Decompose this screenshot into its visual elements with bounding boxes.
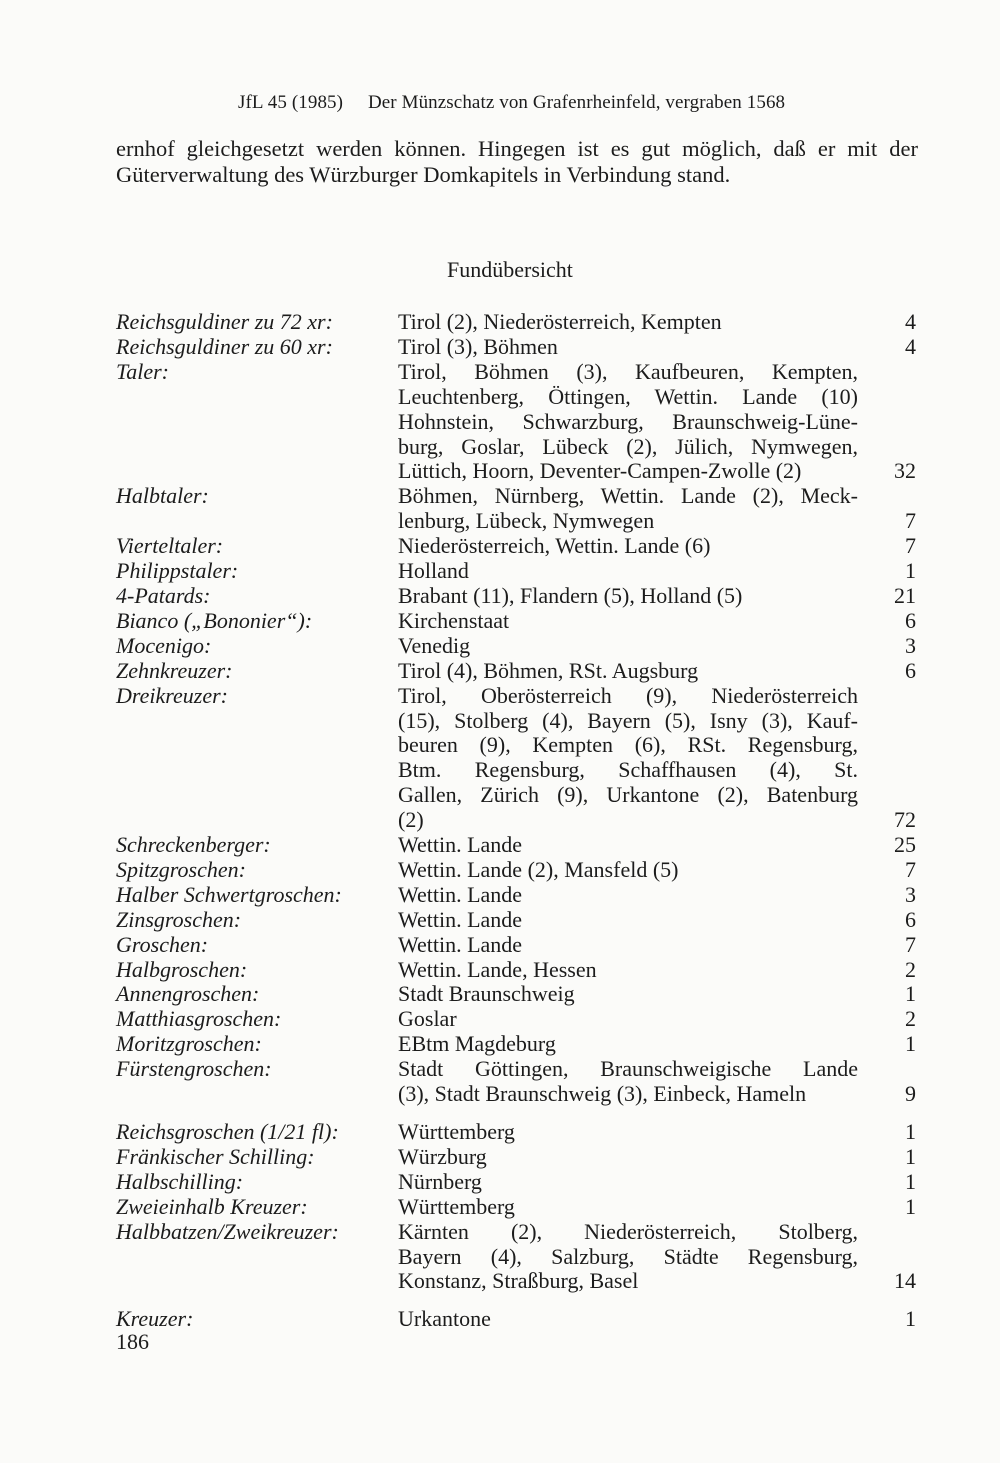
table-row	[116, 1007, 916, 1032]
denomination: Matthiasgroschen:	[116, 1006, 282, 1032]
denomination: Reichsguldiner zu 60 xr:	[116, 333, 333, 359]
coin-count: 1	[905, 1168, 916, 1194]
intro-line: Güterverwaltung des Würzburger Domkapitels in Verbindung stand.	[116, 162, 731, 187]
region-line: Böhmen, Nürnberg, Wettin. Lande (2), Meck-	[398, 483, 858, 509]
table-row	[116, 310, 916, 335]
region-line: Wettin. Lande	[398, 931, 523, 957]
regions	[398, 534, 858, 559]
table-row	[116, 1057, 916, 1107]
regions	[398, 1032, 858, 1057]
region-line: (15), Stolberg (4), Bayern (5), Isny (3), Kauf-	[398, 707, 858, 733]
table-row	[116, 534, 916, 559]
find-overview-table	[116, 310, 916, 1332]
coin-count: 1	[905, 558, 916, 584]
table-row	[116, 1195, 916, 1220]
region-line: Brabant (11), Flandern (5), Holland (5)	[398, 582, 743, 608]
region-line: Wettin. Lande	[398, 881, 523, 907]
coin-count: 6	[905, 607, 916, 633]
coin-count: 2	[905, 956, 916, 982]
regions	[398, 1057, 858, 1107]
region-line: Venedig	[398, 632, 471, 658]
table-row	[116, 908, 916, 933]
coin-count: 9	[905, 1081, 916, 1107]
coin-count: 3	[905, 632, 916, 658]
table-row	[116, 883, 916, 908]
intro-paragraph	[116, 136, 918, 188]
coin-count: 32	[894, 458, 916, 484]
denomination: Reichsguldiner zu 72 xr:	[116, 309, 333, 334]
regions	[398, 933, 858, 958]
regions	[398, 609, 858, 634]
coin-count: 3	[905, 881, 916, 907]
table-row	[116, 584, 916, 609]
region-line: Nürnberg	[398, 1168, 482, 1194]
denomination: Philippstaler:	[116, 558, 239, 584]
table-row	[116, 335, 916, 360]
regions	[398, 634, 858, 659]
table-row	[116, 1220, 916, 1295]
region-line: Gallen, Zürich (9), Urkantone (2), Batenburg	[398, 782, 858, 808]
table-row	[116, 982, 916, 1007]
coin-count: 1	[905, 1193, 916, 1219]
region-line: Würzburg	[398, 1143, 487, 1169]
section-title: Fundübersicht	[447, 257, 573, 282]
table-row	[116, 833, 916, 858]
region-line: Holland	[398, 558, 469, 584]
table-row	[116, 1170, 916, 1195]
regions	[398, 559, 858, 584]
denomination: Zinsgroschen:	[116, 906, 242, 932]
regions	[398, 1195, 858, 1220]
table-row	[116, 1032, 916, 1057]
region-line: lenburg, Lübeck, Nymwegen	[398, 508, 655, 534]
denomination: Spitzgroschen:	[116, 856, 246, 882]
table-row	[116, 559, 916, 584]
table-row	[116, 1307, 916, 1332]
denomination: Dreikreuzer:	[116, 682, 228, 708]
denomination: Schreckenberger:	[116, 832, 271, 858]
region-line: Württemberg	[398, 1119, 515, 1144]
table-row	[116, 360, 916, 485]
regions	[398, 883, 858, 908]
denomination: Fränkischer Schilling:	[116, 1143, 315, 1169]
coin-count: 1	[905, 1306, 916, 1332]
denomination: Bianco („Bononier“):	[116, 607, 313, 633]
regions	[398, 1170, 858, 1195]
regions	[398, 1120, 858, 1145]
coin-count: 7	[905, 533, 916, 559]
region-line: Hohnstein, Schwarzburg, Braunschweig-Lüne-	[398, 408, 858, 434]
table-row	[116, 659, 916, 684]
regions	[398, 858, 858, 883]
coin-count: 7	[905, 931, 916, 957]
regions	[398, 360, 858, 485]
region-line: Wettin. Lande	[398, 832, 523, 858]
region-line: Lüttich, Hoorn, Deventer-Campen-Zwolle (2)	[398, 458, 802, 484]
table-row	[116, 933, 916, 958]
region-line: Wettin. Lande	[398, 906, 523, 932]
region-line: Niederösterreich, Wettin. Lande (6)	[398, 533, 711, 559]
denomination: Taler:	[116, 358, 169, 384]
region-line: (2)	[398, 807, 424, 833]
region-line: Wettin. Lande (2), Mansfeld (5)	[398, 856, 679, 882]
coin-count: 6	[905, 657, 916, 683]
coin-count: 7	[905, 508, 916, 534]
region-line: Tirol, Oberösterreich (9), Niederösterreich	[398, 682, 858, 708]
region-line: Tirol (3), Böhmen	[398, 333, 558, 359]
region-line: Btm. Regensburg, Schaffhausen (4), St.	[398, 757, 858, 783]
coin-count: 7	[905, 856, 916, 882]
region-line: EBtm Magdeburg	[398, 1031, 556, 1057]
denomination: Halbtaler:	[116, 483, 209, 509]
regions	[398, 1145, 858, 1170]
regions	[398, 684, 858, 833]
region-line: Tirol (2), Niederösterreich, Kempten	[398, 309, 722, 334]
article-title: Der Münzschatz von Grafenrheinfeld, vergraben 1568	[367, 92, 786, 113]
page-number: 186	[116, 1329, 149, 1354]
table-row	[116, 858, 916, 883]
regions	[398, 1007, 858, 1032]
coin-count: 14	[894, 1268, 916, 1294]
denomination: Kreuzer:	[116, 1306, 194, 1332]
region-line: Stadt Göttingen, Braunschweigische Lande	[398, 1056, 858, 1082]
denomination: Halbbatzen/Zweikreuzer:	[116, 1218, 339, 1244]
journal-citation: JfL 45 (1985)	[238, 92, 344, 113]
regions	[398, 659, 858, 684]
coin-count: 2	[905, 1006, 916, 1032]
regions	[398, 310, 858, 335]
region-line: Tirol (4), Böhmen, RSt. Augsburg	[398, 657, 699, 683]
denomination: Zehnkreuzer:	[116, 657, 233, 683]
region-line: Stadt Braunschweig	[398, 981, 575, 1007]
regions	[398, 1220, 858, 1295]
region-line: Tirol, Böhmen (3), Kaufbeuren, Kempten,	[398, 358, 858, 384]
table-row	[116, 684, 916, 833]
denomination: Annengroschen:	[116, 981, 260, 1007]
regions	[398, 335, 858, 360]
denomination: Reichsgroschen (1/21 fl):	[116, 1119, 339, 1144]
region-line: Kärnten (2), Niederösterreich, Stolberg,	[398, 1218, 858, 1244]
coin-count: 21	[894, 582, 916, 608]
coin-count: 4	[905, 309, 916, 334]
denomination: Halbschilling:	[116, 1168, 244, 1194]
regions	[398, 908, 858, 933]
regions	[398, 484, 858, 534]
table-row	[116, 634, 916, 659]
intro-line: ernhof gleichgesetzt werden können. Hingegen ist es gut möglich, daß er mit der	[116, 136, 918, 161]
denomination: Halbgroschen:	[116, 956, 248, 982]
coin-count: 25	[894, 832, 916, 858]
denomination: Halber Schwertgroschen:	[116, 881, 342, 907]
coin-count: 1	[905, 1031, 916, 1057]
running-header	[238, 92, 785, 114]
region-line: burg, Goslar, Lübeck (2), Jülich, Nymwegen,	[398, 433, 858, 459]
region-line: beuren (9), Kempten (6), RSt. Regensburg,	[398, 732, 858, 758]
region-line: (3), Stadt Braunschweig (3), Einbeck, Hameln	[398, 1081, 807, 1107]
region-line: Württemberg	[398, 1193, 515, 1219]
coin-count: 1	[905, 1143, 916, 1169]
region-line: Kirchenstaat	[398, 607, 510, 633]
region-line: Konstanz, Straßburg, Basel	[398, 1268, 639, 1294]
table-row	[116, 484, 916, 534]
region-line: Wettin. Lande, Hessen	[398, 956, 597, 982]
denomination: Fürstengroschen:	[116, 1056, 272, 1082]
denomination: Zweieinhalb Kreuzer:	[116, 1193, 308, 1219]
region-line: Bayern (4), Salzburg, Städte Regensburg,	[398, 1243, 858, 1269]
denomination: Moritzgroschen:	[116, 1031, 262, 1057]
region-line: Leuchtenberg, Öttingen, Wettin. Lande (10)	[398, 383, 858, 409]
coin-count: 6	[905, 906, 916, 932]
region-line: Goslar	[398, 1006, 457, 1032]
regions	[398, 1307, 858, 1332]
regions	[398, 584, 858, 609]
denomination: Groschen:	[116, 931, 209, 957]
table-row	[116, 1145, 916, 1170]
table-row	[116, 1120, 916, 1145]
coin-count: 1	[905, 1119, 916, 1144]
coin-count: 72	[894, 807, 916, 833]
table-row	[116, 958, 916, 983]
regions	[398, 982, 858, 1007]
table-row	[116, 609, 916, 634]
denomination: Mocenigo:	[116, 632, 212, 658]
denomination: Vierteltaler:	[116, 533, 224, 559]
denomination: 4-Patards:	[116, 582, 211, 608]
coin-count: 4	[905, 333, 916, 359]
coin-count: 1	[905, 981, 916, 1007]
region-line: Urkantone	[398, 1306, 491, 1332]
regions	[398, 958, 858, 983]
regions	[398, 833, 858, 858]
